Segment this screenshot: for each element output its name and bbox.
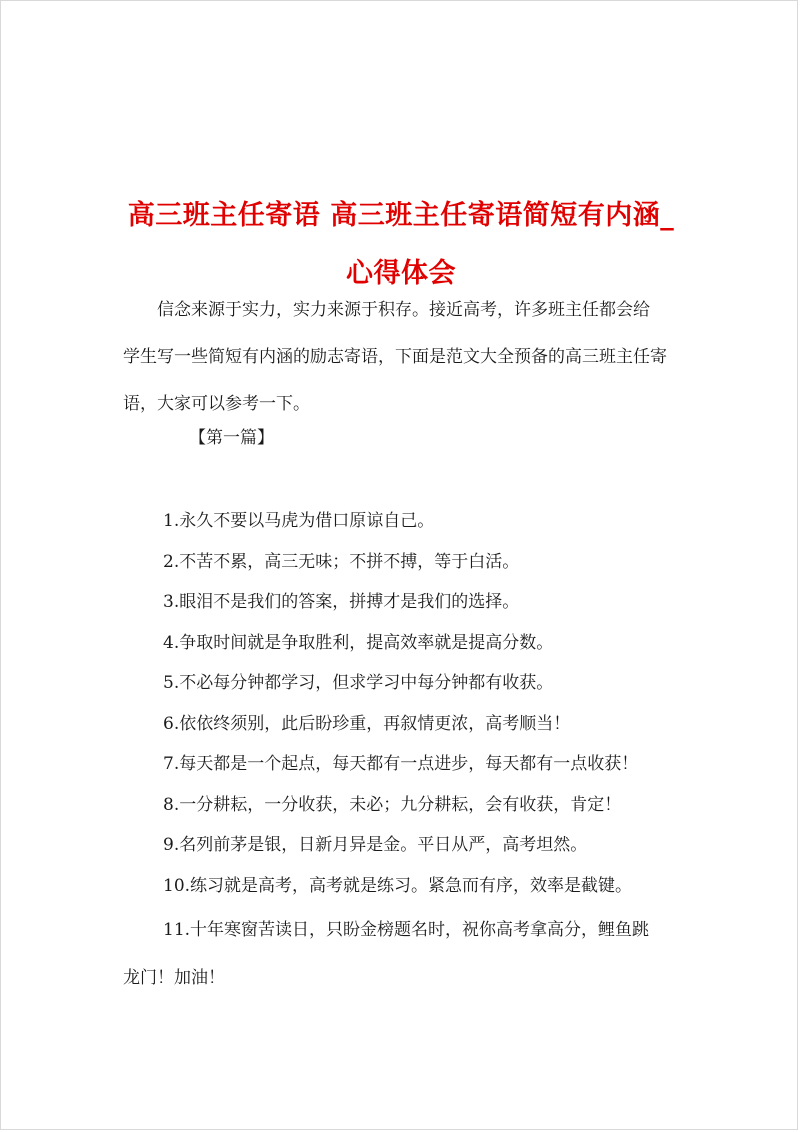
list-item: 1.永久不要以马虎为借口原谅自己。 — [163, 511, 435, 531]
list-item: 10.练习就是高考，高考就是练习。紧急而有序，效率是截键。 — [163, 875, 633, 896]
intro-line-2: 学生写一些简短有内涵的励志寄语，下面是范文大全预备的高三班主任寄 — [123, 347, 667, 367]
list-item: 6.依依终须别，此后盼珍重，再叙情更浓，高考顺当！ — [163, 713, 571, 734]
list-item-11-line-2: 龙门！加油！ — [123, 968, 225, 988]
intro-line-3: 语，大家可以参考一下。 — [123, 394, 310, 414]
list-item: 7.每天都是一个起点，每天都有一点进步，每天都有一点收获！ — [163, 754, 639, 774]
document-title — [101, 187, 701, 303]
intro-paragraph — [123, 287, 688, 428]
title-line-1: 高三班主任寄语 高三班主任寄语简短有内涵_ — [127, 200, 675, 232]
intro-line-1: 信念来源于实力，实力来源于积存。接近高考，许多班主任都会给 — [123, 300, 650, 320]
section-heading: 【第一篇】 — [189, 428, 274, 448]
list-item-11-line-1: 11.十年寒窗苦读日，只盼金榜题名时，祝你高考拿高分，鲤鱼跳 — [163, 920, 650, 940]
list-item: 9.名列前茅是银，日新月异是金。平日从严，高考坦然。 — [163, 835, 588, 855]
list-item: 4.争取时间就是争取胜利，提高效率就是提高分数。 — [163, 632, 554, 653]
title-line-2: 心得体会 — [346, 258, 456, 290]
list-item: 3.眼泪不是我们的答案，拼搏才是我们的选择。 — [163, 592, 520, 612]
list-item: 8.一分耕耘，一分收获，未必；九分耕耘，会有收获，肯定！ — [163, 794, 622, 815]
message-list — [123, 501, 688, 1002]
list-item — [123, 906, 688, 1002]
list-item: 2.不苦不累，高三无味；不拼不搏，等于白活。 — [163, 551, 520, 572]
list-item: 5.不必每分钟都学习，但求学习中每分钟都有收获。 — [163, 673, 554, 693]
